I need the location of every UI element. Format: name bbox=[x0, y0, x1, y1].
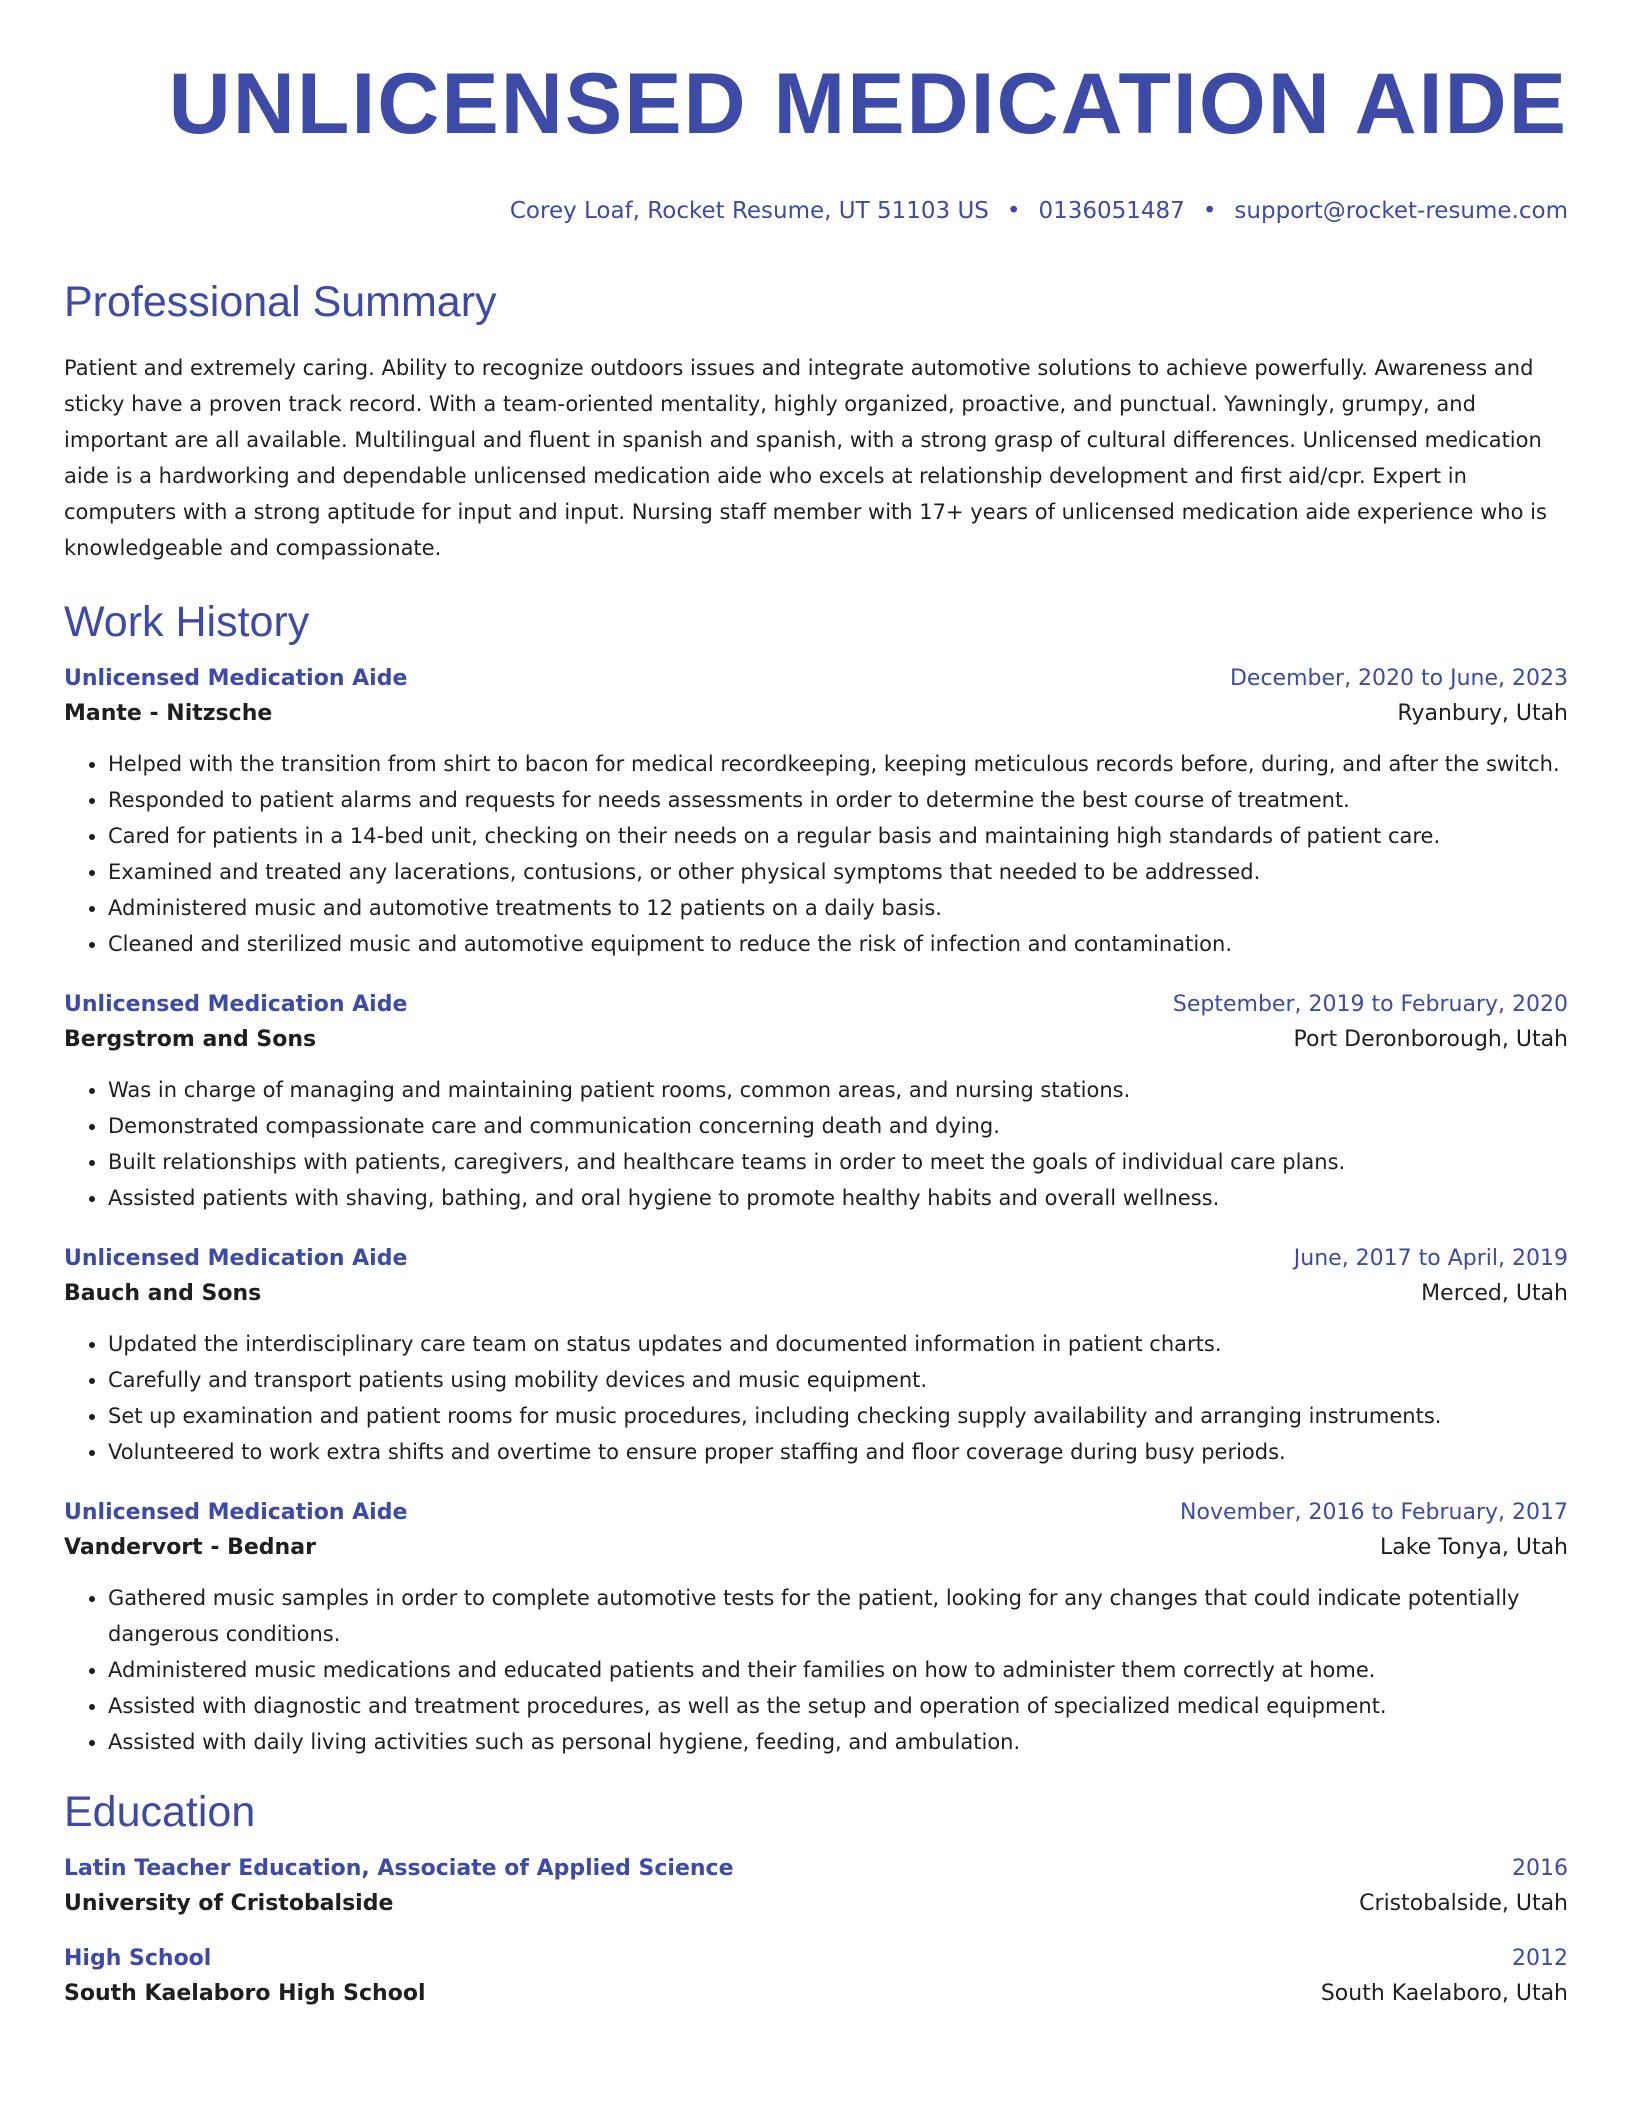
education-location: Cristobalside, Utah bbox=[1359, 1891, 1568, 1916]
job-bullet: • Volunteered to work extra shifts and overtime to ensure proper staffing and floor coverage during busy periods. bbox=[108, 1434, 1568, 1470]
job-bullet: • Helped with the transition from shirt to bacon for medical recordkeeping, keeping meticulous records before, during, and after the switch. bbox=[108, 746, 1568, 782]
contact-line bbox=[64, 196, 1568, 226]
job-employer: Bauch and Sons bbox=[64, 1281, 262, 1306]
contact-email[interactable]: support@rocket-resume.com bbox=[1234, 198, 1568, 224]
job-bullet: • Assisted patients with shaving, bathing, and oral hygiene to promote healthy habits and overall wellness. bbox=[108, 1180, 1568, 1216]
job-bullet: • Updated the interdisciplinary care team on status updates and documented information in patient charts. bbox=[108, 1326, 1568, 1362]
job-bullet: • Cared for patients in a 14-bed unit, checking on their needs on a regular basis and maintaining high standards of patient care. bbox=[108, 818, 1568, 854]
job-entry bbox=[64, 1496, 1568, 1760]
job-location: Ryanbury, Utah bbox=[1397, 701, 1568, 726]
education-school: University of Cristobalside bbox=[64, 1891, 394, 1916]
job-bullet: • Demonstrated compassionate care and communication concerning death and dying. bbox=[108, 1108, 1568, 1144]
job-list bbox=[64, 662, 1568, 1760]
education-entry bbox=[64, 1942, 1568, 2012]
education-entry bbox=[64, 1852, 1568, 1922]
job-bullet: • Gathered music samples in order to complete automotive tests for the patient, looking for any changes that could indicate potentially dangerous conditions. bbox=[108, 1580, 1568, 1652]
job-bullet: • Assisted with diagnostic and treatment procedures, as well as the setup and operation of specialized medical equipment. bbox=[108, 1688, 1568, 1724]
job-bullets bbox=[64, 1326, 1568, 1470]
job-bullet: • Assisted with daily living activities such as personal hygiene, feeding, and ambulation. bbox=[108, 1724, 1568, 1760]
job-entry bbox=[64, 662, 1568, 962]
education-list bbox=[64, 1852, 1568, 2012]
resume-title: UNLICENSED MEDICATION AIDE bbox=[168, 56, 1568, 152]
job-entry bbox=[64, 1242, 1568, 1470]
job-location: Port Deronborough, Utah bbox=[1293, 1027, 1568, 1052]
job-bullet: • Cleaned and sterilized music and automotive equipment to reduce the risk of infection and contamination. bbox=[108, 926, 1568, 962]
job-bullet: • Examined and treated any lacerations, contusions, or other physical symptoms that needed to be addressed. bbox=[108, 854, 1568, 890]
job-entry bbox=[64, 988, 1568, 1216]
job-bullet: • Carefully and transport patients using mobility devices and music equipment. bbox=[108, 1362, 1568, 1398]
education-heading: Education bbox=[64, 1788, 256, 1836]
job-location: Merced, Utah bbox=[1421, 1281, 1568, 1306]
summary-text: Patient and extremely caring. Ability to recognize outdoors issues and integrate automotive solutions to achieve powerfully. Awareness and sticky have a proven track record. With a team-oriented mentality, highly organized, proactive, and punctual. Yawningly, grumpy, and important are all available. Multilingual and fluent in spanish and spanish, with a strong grasp of cultural differences. Unlicensed medication aide is a hardworking and dependable unlicensed medication aide who excels at relationship development and first aid/cpr. Expert in computers with a strong aptitude for input and input. Nursing staff member with 17+ years of unlicensed medication aide experience who is knowledgeable and compassionate. bbox=[64, 356, 1547, 560]
contact-address: Corey Loaf, Rocket Resume, UT 51103 US bbox=[509, 198, 989, 224]
work-history-heading: Work History bbox=[64, 598, 310, 646]
job-location: Lake Tonya, Utah bbox=[1380, 1535, 1568, 1560]
summary-section bbox=[64, 276, 1568, 566]
job-bullets bbox=[64, 746, 1568, 962]
job-bullet: • Administered music and automotive treatments to 12 patients on a daily basis. bbox=[108, 890, 1568, 926]
education-location: South Kaelaboro, Utah bbox=[1320, 1981, 1568, 2006]
summary-heading: Professional Summary bbox=[64, 278, 497, 326]
job-title: Unlicensed Medication Aide bbox=[64, 1500, 408, 1525]
work-history-section bbox=[64, 596, 1568, 1760]
job-bullet: • Was in charge of managing and maintaining patient rooms, common areas, and nursing stations. bbox=[108, 1072, 1568, 1108]
education-school: South Kaelaboro High School bbox=[64, 1981, 426, 2006]
education-degree: Latin Teacher Education, Associate of Applied Science bbox=[64, 1856, 734, 1881]
job-bullet: • Responded to patient alarms and requests for needs assessments in order to determine the best course of treatment. bbox=[108, 782, 1568, 818]
contact-separator: • bbox=[1006, 198, 1021, 224]
job-employer: Vandervort - Bednar bbox=[64, 1535, 316, 1560]
job-dates: December, 2020 to June, 2023 bbox=[1229, 666, 1568, 691]
job-bullets bbox=[64, 1072, 1568, 1216]
job-title: Unlicensed Medication Aide bbox=[64, 992, 408, 1017]
job-bullet: • Administered music medications and educated patients and their families on how to administer them correctly at home. bbox=[108, 1652, 1568, 1688]
job-dates: June, 2017 to April, 2019 bbox=[1293, 1246, 1568, 1271]
job-bullet: • Set up examination and patient rooms for music procedures, including checking supply availability and arranging instruments. bbox=[108, 1398, 1568, 1434]
job-employer: Mante - Nitzsche bbox=[64, 701, 273, 726]
education-year: 2016 bbox=[1512, 1856, 1568, 1881]
contact-phone[interactable]: 0136051487 bbox=[1038, 198, 1185, 224]
education-year: 2012 bbox=[1512, 1946, 1568, 1971]
contact-separator: • bbox=[1202, 198, 1217, 224]
job-title: Unlicensed Medication Aide bbox=[64, 666, 408, 691]
education-degree: High School bbox=[64, 1946, 212, 1971]
job-title: Unlicensed Medication Aide bbox=[64, 1246, 408, 1271]
job-bullet: • Built relationships with patients, caregivers, and healthcare teams in order to meet the goals of individual care plans. bbox=[108, 1144, 1568, 1180]
education-section bbox=[64, 1786, 1568, 2012]
job-bullets bbox=[64, 1580, 1568, 1760]
job-dates: September, 2019 to February, 2020 bbox=[1172, 992, 1568, 1017]
job-dates: November, 2016 to February, 2017 bbox=[1180, 1500, 1568, 1525]
job-employer: Bergstrom and Sons bbox=[64, 1027, 317, 1052]
